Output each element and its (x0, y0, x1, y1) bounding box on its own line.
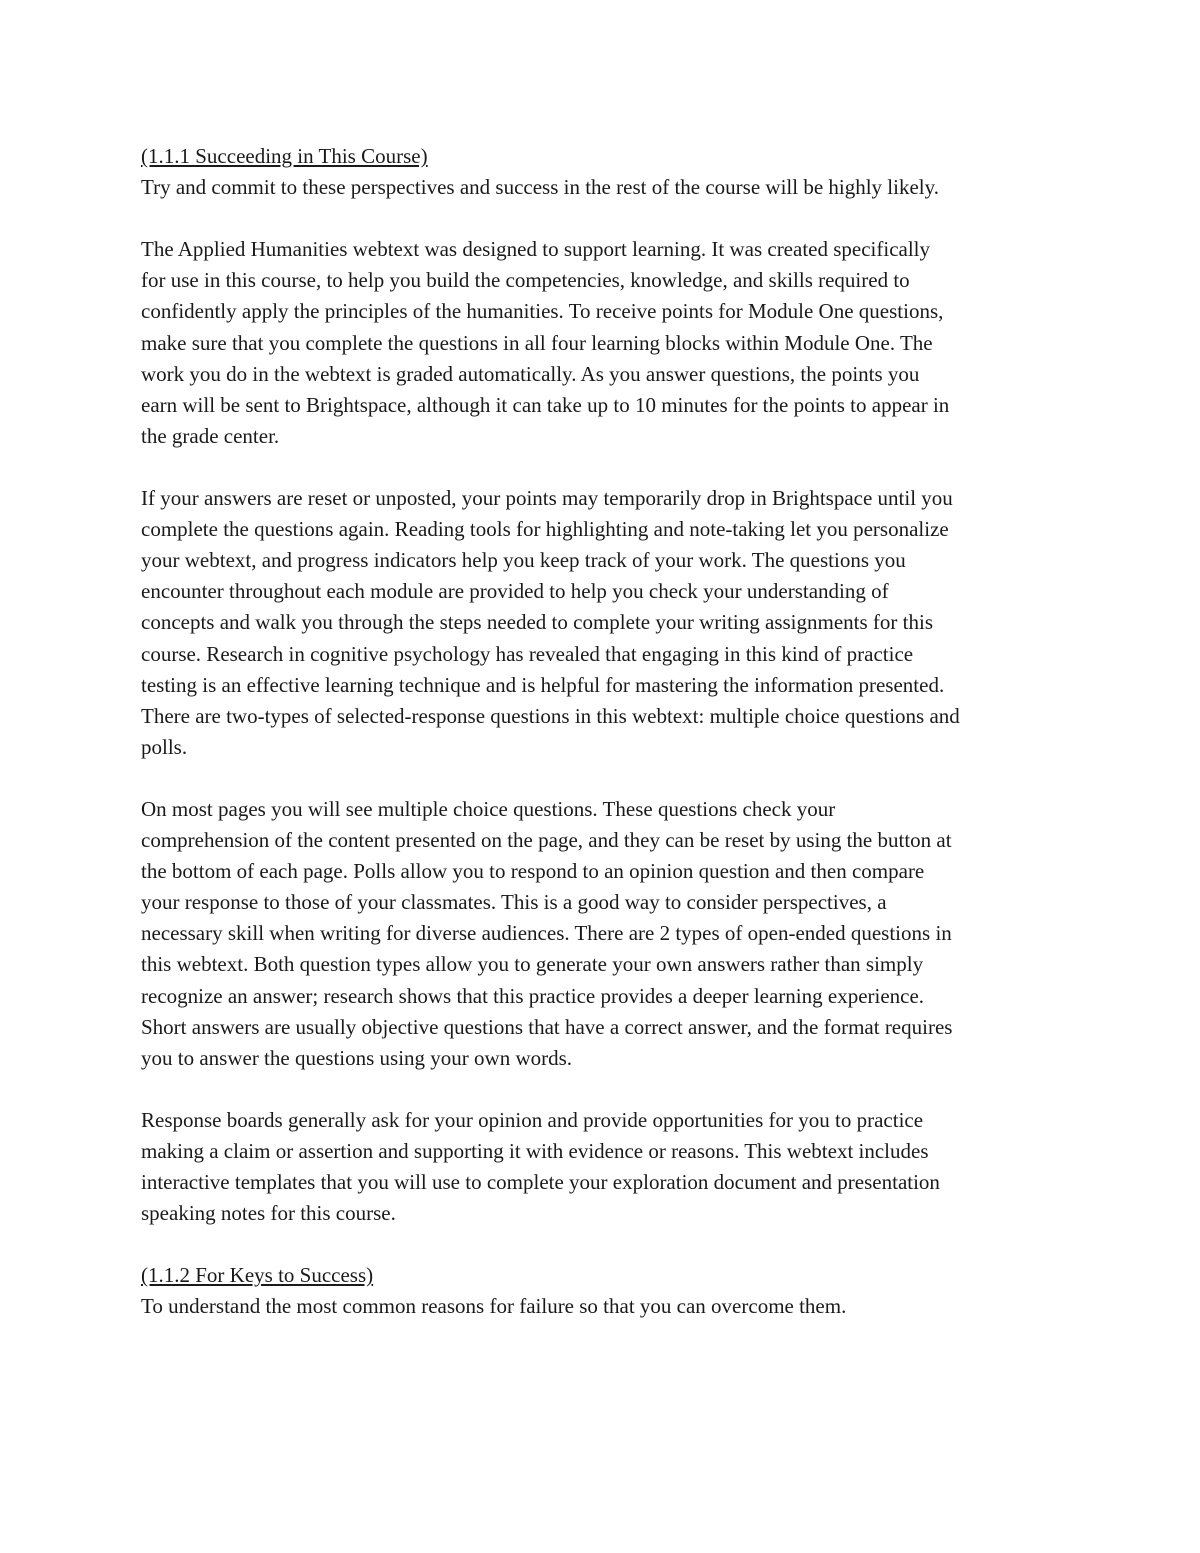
paragraph-multiple-choice (141, 794, 1071, 1074)
paragraph-line: the grade center. (141, 423, 280, 448)
section-intro-1-1-2: To understand the most common reasons for failure so that you can overcome them. (141, 1294, 847, 1319)
paragraph-line: complete the questions again. Reading tools for highlighting and note-taking let you personalize (141, 517, 949, 542)
paragraph-line: Response boards generally ask for your opinion and provide opportunities for you to practice (141, 1107, 924, 1132)
paragraph-line: course. Research in cognitive psychology has revealed that engaging in this kind of practice (141, 641, 914, 666)
document-page (141, 141, 1071, 1323)
paragraph-line: concepts and walk you through the steps needed to complete your writing assignments for this (141, 610, 934, 635)
paragraph-answers-reset (141, 483, 1071, 763)
paragraph-line: necessary skill when writing for diverse audiences. There are 2 types of open-ended questions in (141, 921, 952, 946)
paragraph-line: interactive templates that you will use to complete your exploration document and presentation (141, 1170, 940, 1195)
paragraph-line: earn will be sent to Brightspace, although it can take up to 10 minutes for the points to appear in (141, 392, 950, 417)
paragraph-line: make sure that you complete the questions in all four learning blocks within Module One. The (141, 330, 933, 355)
section-intro-1-1-1: Try and commit to these perspectives and success in the rest of the course will be highly likely. (141, 175, 940, 200)
paragraph-line: for use in this course, to help you build the competencies, knowledge, and skills required to (141, 268, 910, 293)
paragraph-line: On most pages you will see multiple choice questions. These questions check your (141, 796, 836, 821)
paragraph-line: you to answer the questions using your own words. (141, 1045, 573, 1070)
paragraph-line: your response to those of your classmates. This is a good way to consider perspectives, a (141, 890, 887, 915)
paragraph-line: work you do in the webtext is graded automatically. As you answer questions, the points you (141, 361, 920, 386)
paragraph-line: testing is an effective learning technique and is helpful for mastering the information presented. (141, 672, 945, 697)
paragraph-line: making a claim or assertion and supporting it with evidence or reasons. This webtext includes (141, 1139, 929, 1163)
paragraph-line: The Applied Humanities webtext was designed to support learning. It was created specifically (141, 237, 931, 262)
paragraph-line: confidently apply the principles of the humanities. To receive points for Module One questions, (141, 299, 944, 324)
section-heading-1-1-2: (1.1.2 For Keys to Success) (141, 1263, 374, 1288)
paragraph-line: comprehension of the content presented on the page, and they can be reset by using the button at (141, 828, 952, 853)
paragraph-line: If your answers are reset or unposted, your points may temporarily drop in Brightspace until you (141, 486, 953, 511)
paragraph-line: polls. (141, 734, 188, 759)
paragraph-line: Short answers are usually objective questions that have a correct answer, and the format requires (141, 1014, 953, 1039)
paragraph-webtext-design (141, 234, 1071, 452)
paragraph-line: There are two-types of selected-response questions in this webtext: multiple choice questions and (141, 703, 960, 728)
paragraph-line: this webtext. Both question types allow you to generate your own answers rather than simply (141, 952, 924, 977)
paragraph-response-boards (141, 1105, 1071, 1229)
paragraph-line: the bottom of each page. Polls allow you to respond to an opinion question and then compare (141, 859, 925, 884)
paragraph-line: your webtext, and progress indicators help you keep track of your work. The questions you (141, 548, 906, 573)
paragraph-line: recognize an answer; research shows that this practice provides a deeper learning experience. (141, 983, 925, 1008)
paragraph-line: encounter throughout each module are provided to help you check your understanding of (141, 579, 889, 604)
paragraph-line: speaking notes for this course. (141, 1201, 396, 1226)
section-heading-1-1-1: (1.1.1 Succeeding in This Course) (141, 144, 428, 168)
